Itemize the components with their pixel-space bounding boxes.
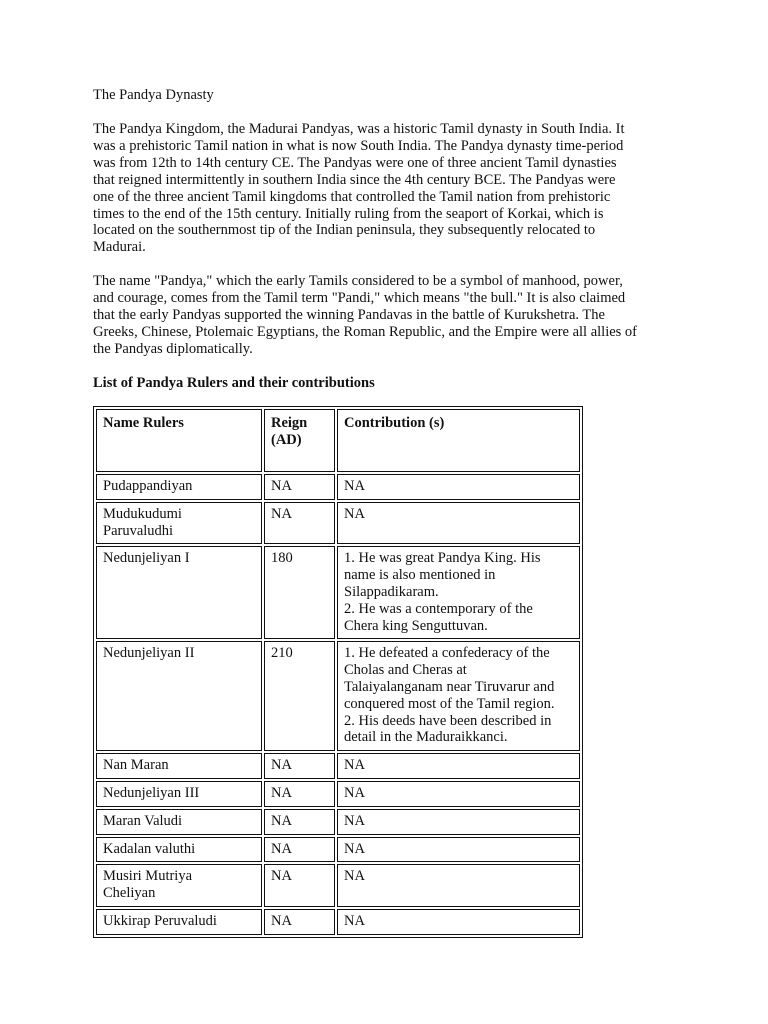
header-reign — [264, 409, 335, 472]
rulers-table-body — [96, 474, 580, 935]
table-heading: List of Pandya Rulers and their contributions — [93, 374, 375, 391]
ruler-name-cell — [96, 641, 262, 751]
paragraph-line: The name "Pandya," which the early Tamils considered to be a symbol of manhood, power, — [93, 273, 623, 290]
table-header-row — [96, 409, 580, 472]
contribution-line: 2. He was a contemporary of the — [344, 600, 533, 617]
ruler-name: Nedunjeliyan III — [103, 784, 200, 801]
ruler-name: Nedunjeliyan II — [103, 645, 195, 662]
reign-cell: NA — [264, 864, 335, 907]
contribution-line: Cholas and Cheras at — [344, 662, 467, 679]
table-row — [96, 641, 580, 751]
contribution-cell — [337, 546, 580, 639]
table-row — [96, 864, 580, 907]
document-title: The Pandya Dynasty — [93, 87, 214, 103]
contribution-line: Silappadikaram. — [344, 583, 439, 600]
reign-cell: NA — [264, 753, 335, 779]
paragraph-line: was a prehistoric Tamil nation in what is now South India. The Pandya dynasty time-period — [93, 137, 624, 154]
ruler-name: Nan Maran — [103, 757, 169, 774]
ruler-name: Cheliyan — [103, 885, 156, 902]
reign-cell: NA — [264, 837, 335, 863]
ruler-name: Paruvaludhi — [103, 522, 174, 539]
contribution-cell — [337, 864, 580, 907]
contribution-line: conquered most of the Tamil region. — [344, 695, 555, 712]
header-contribution: Contribution (s) — [337, 409, 580, 472]
reign-cell: 210 — [264, 641, 335, 751]
header-reign-line: (AD) — [271, 431, 302, 448]
reign-cell: NA — [264, 809, 335, 835]
contribution-line: Chera king Senguttuvan. — [344, 617, 488, 634]
ruler-name-cell — [96, 781, 262, 807]
reign-cell: NA — [264, 781, 335, 807]
paragraph-line: located on the southernmost tip of the Indian peninsula, they subsequently relocated to — [93, 222, 596, 239]
contribution-cell — [337, 909, 580, 935]
table-row — [96, 502, 580, 545]
table-row — [96, 837, 580, 863]
contribution-cell — [337, 641, 580, 751]
contribution-line: Talaiyalanganam near Tiruvarur and — [344, 678, 555, 695]
ruler-name: Musiri Mutriya — [103, 868, 193, 885]
paragraph-line: times to the end of the 15th century. Initially ruling from the seaport of Korkai, which is — [93, 205, 604, 222]
paragraph-line: was from 12th to 14th century CE. The Pandyas were one of three ancient Tamil dynasties — [93, 154, 617, 171]
ruler-name-cell — [96, 502, 262, 545]
table-row — [96, 474, 580, 500]
ruler-name-cell — [96, 546, 262, 639]
contribution-line: name is also mentioned in — [344, 567, 496, 584]
paragraph-line: that reigned intermittently in southern India since the 4th century BCE. The Pandyas were — [93, 171, 616, 188]
contribution-line: 2. His deeds have been described in — [344, 712, 552, 729]
reign-cell: 180 — [264, 546, 335, 639]
ruler-name: Ukkirap Peruvaludi — [103, 912, 217, 929]
contribution-line: NA — [344, 812, 365, 829]
contribution-line: detail in the Maduraikkanci. — [344, 729, 508, 746]
document-page — [93, 87, 683, 929]
ruler-name-cell — [96, 809, 262, 835]
table-row — [96, 809, 580, 835]
reign-cell: NA — [264, 502, 335, 545]
reign-cell: NA — [264, 909, 335, 935]
name-origin-paragraph — [93, 273, 683, 358]
paragraph-line: Madurai. — [93, 239, 146, 256]
paragraph-line: The Pandya Kingdom, the Madurai Pandyas, was a historic Tamil dynasty in South India. It — [93, 121, 625, 137]
contribution-cell — [337, 809, 580, 835]
ruler-name: Mudukudumi — [103, 505, 182, 522]
contribution-line: NA — [344, 868, 365, 885]
rulers-table — [93, 406, 583, 938]
paragraph-line: that the early Pandyas supported the winning Pandavas in the battle of Kurukshetra. The — [93, 307, 605, 324]
contribution-line: NA — [344, 840, 365, 857]
contribution-cell — [337, 837, 580, 863]
contribution-cell — [337, 502, 580, 545]
header-reign-line: Reign — [271, 415, 308, 431]
paragraph-line: and courage, comes from the Tamil term "Pandi," which means "the bull." It is also claimed — [93, 290, 626, 307]
ruler-name: Kadalan valuthi — [103, 840, 196, 857]
ruler-name-cell — [96, 474, 262, 500]
header-name-rulers: Name Rulers — [96, 409, 262, 472]
reign-cell: NA — [264, 474, 335, 500]
ruler-name-cell — [96, 837, 262, 863]
contribution-line: NA — [344, 478, 365, 494]
ruler-name: Pudappandiyan — [103, 478, 193, 494]
contribution-line: NA — [344, 912, 365, 929]
ruler-name-cell — [96, 909, 262, 935]
contribution-line: 1. He defeated a confederacy of the — [344, 645, 550, 662]
ruler-name-cell — [96, 753, 262, 779]
contribution-cell — [337, 781, 580, 807]
table-row — [96, 781, 580, 807]
ruler-name: Nedunjeliyan I — [103, 550, 190, 567]
paragraph-line: one of the three ancient Tamil kingdoms that controlled the Tamil nation from prehistoric — [93, 188, 611, 205]
paragraph-line: Greeks, Chinese, Ptolemaic Egyptians, the Roman Republic, and the Empire were all allies of — [93, 323, 638, 340]
contribution-cell — [337, 753, 580, 779]
intro-paragraph — [93, 121, 683, 256]
table-row — [96, 753, 580, 779]
table-row — [96, 546, 580, 639]
ruler-name: Maran Valudi — [103, 812, 183, 829]
paragraph-line: the Pandyas diplomatically. — [93, 340, 253, 357]
contribution-line: NA — [344, 784, 365, 801]
contribution-line: NA — [344, 757, 365, 774]
ruler-name-cell — [96, 864, 262, 907]
contribution-cell — [337, 474, 580, 500]
table-row — [96, 909, 580, 935]
contribution-line: NA — [344, 505, 365, 522]
contribution-line: 1. He was great Pandya King. His — [344, 550, 541, 567]
